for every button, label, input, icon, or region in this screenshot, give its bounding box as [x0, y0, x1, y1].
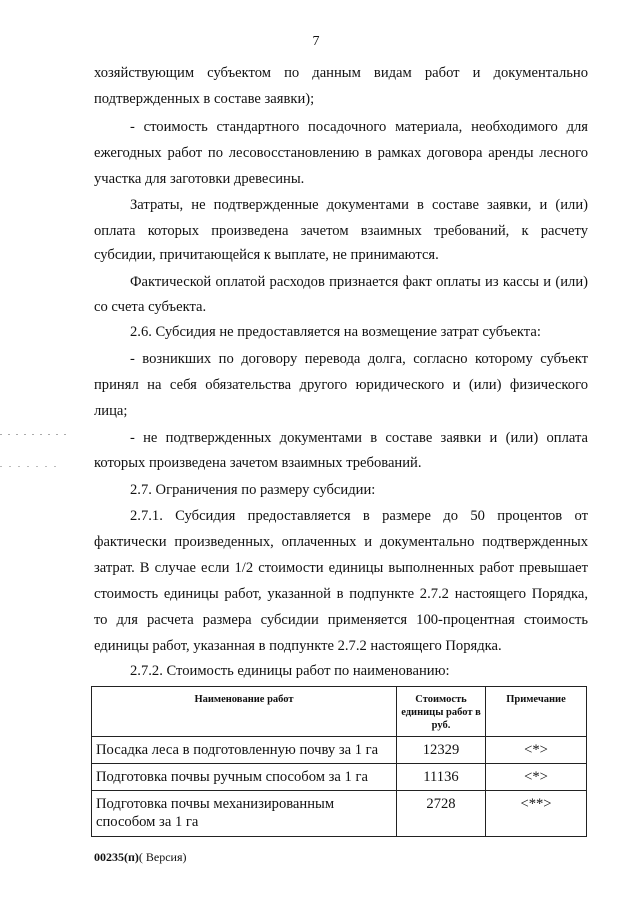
text-line: - стоимость стандартного посадочного материала, необходимого для — [130, 119, 588, 135]
text-line: - не подтвержденных документами в составе заявки и (или) оплата — [130, 430, 588, 446]
work-name-cell: Подготовка почвы ручным способом за 1 га — [92, 764, 397, 791]
table-row — [92, 791, 587, 837]
text-line: оплата которых произведена зачетом взаимных требований, к расчету — [94, 223, 588, 239]
text-line: Фактической оплатой расходов признается факт оплаты из кассы и (или) — [130, 274, 588, 290]
text-line: лица; — [94, 403, 128, 419]
cost-cell: 2728 — [397, 791, 486, 837]
header-work-name: Наименование работ — [92, 687, 397, 737]
text-line: единицы работ, указанная в подпункте 2.7.2 настоящего Порядка. — [94, 638, 502, 654]
document-footer — [94, 850, 187, 865]
table-header-row — [92, 687, 587, 737]
text-line: ежегодных работ по лесовосстановлению в рамках договора аренды лесного — [94, 145, 588, 161]
text-line: принял на себя обязательства другого юридического и (или) физического — [94, 377, 588, 393]
cost-cell: 11136 — [397, 764, 486, 791]
text-line: 2.7.1. Субсидия предоставляется в размере до 50 процентов от — [130, 508, 588, 524]
section-heading: 2.7. Ограничения по размеру субсидии: — [130, 482, 376, 498]
text-line: то для расчета размера субсидии применяется 100-процентная стоимость — [94, 612, 588, 628]
text-line: стоимость единицы работ, указанной в подпункте 2.7.2 настоящего Порядка, — [94, 586, 588, 602]
header-unit-cost: Стоимость единицы работ в руб. — [397, 687, 486, 737]
text-line: субсидии, причитающейся к выплате, не принимаются. — [94, 247, 439, 263]
scan-artifact — [0, 466, 60, 467]
text-line: - возникших по договору перевода долга, согласно которому субъект — [130, 351, 588, 367]
text-line: фактически произведенных, оплаченных и документально подтвержденных — [94, 534, 588, 550]
note-cell: <*> — [486, 764, 587, 791]
document-version: ( Версия) — [138, 850, 187, 864]
work-cost-table — [91, 686, 587, 837]
work-name-cell: Посадка леса в подготовленную почву за 1 га — [92, 737, 397, 764]
section-heading: 2.6. Субсидия не предоставляется на возмещение затрат субъекта: — [130, 324, 541, 340]
text-line: затрат. В случае если 1/2 стоимости единицы выполненных работ превышает — [94, 560, 588, 576]
page-number: 7 — [312, 34, 320, 49]
text-line: участка для заготовки древесины. — [94, 171, 305, 187]
text-line: со счета субъекта. — [94, 299, 207, 315]
text-line: хозяйствующим субъектом по данным видам работ и документально — [94, 65, 588, 81]
text-line: Затраты, не подтвержденные документами в составе заявки, и (или) — [130, 197, 588, 213]
text-line: которых произведена зачетом взаимных требований. — [94, 455, 422, 471]
header-note: Примечание — [486, 687, 587, 737]
table-row — [92, 764, 587, 791]
document-code: 00235(п) — [94, 850, 139, 864]
cost-cell: 12329 — [397, 737, 486, 764]
scan-artifact — [0, 434, 70, 435]
table-row — [92, 737, 587, 764]
section-heading: 2.7.2. Стоимость единицы работ по наименованию: — [130, 663, 450, 679]
note-cell: <*> — [486, 737, 587, 764]
text-line: подтвержденных в составе заявки); — [94, 91, 315, 107]
note-cell: <**> — [486, 791, 587, 837]
work-name-cell: Подготовка почвы механизированным способом за 1 га — [92, 791, 397, 837]
